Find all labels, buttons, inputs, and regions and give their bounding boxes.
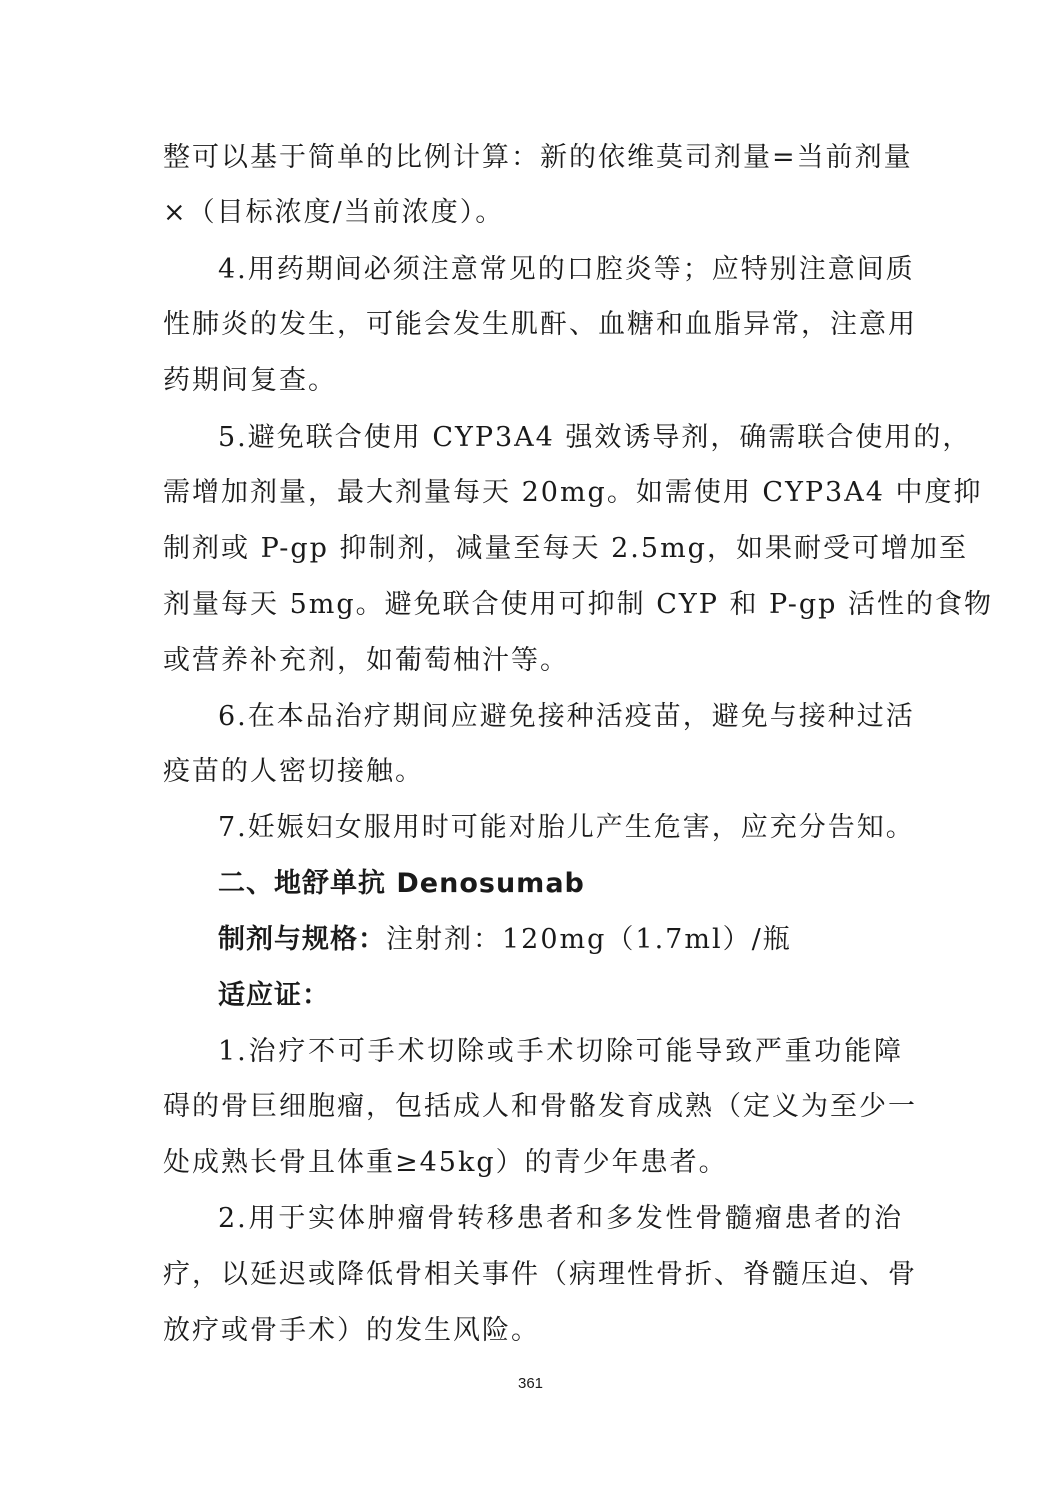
indication-2-line-1: 2.用于实体肿瘤骨转移患者和多发性骨髓瘤患者的治: [218, 1203, 903, 1234]
paragraph-4-line-3: 药期间复查。: [163, 365, 337, 396]
formulation-value: 注射剂：120mg（1.7ml）/瓶: [386, 924, 792, 955]
formulation-label: 制剂与规格：: [218, 924, 386, 955]
paragraph-5-line-4: 剂量每天 5mg。避免联合使用可抑制 CYP 和 P-gp 活性的食物: [163, 589, 994, 620]
paragraph-6-line-1: 6.在本品治疗期间应避免接种活疫苗，避免与接种过活: [218, 701, 915, 732]
indication-1-line-1: 1.治疗不可手术切除或手术切除可能导致严重功能障: [218, 1036, 903, 1067]
section-heading: 二、地舒单抗 Denosumab: [218, 868, 585, 899]
paragraph-5-line-1: 5.避免联合使用 CYP3A4 强效诱导剂，确需联合使用的，: [218, 422, 972, 453]
paragraph-5-line-5: 或营养补充剂，如葡萄柚汁等。: [163, 645, 569, 676]
page-number: 361: [517, 1375, 544, 1392]
paragraph-5-line-3: 制剂或 P-gp 抑制剂，减量至每天 2.5mg，如果耐受可增加至: [163, 533, 968, 564]
indications-label: 适应证：: [218, 980, 330, 1011]
paragraph-6-line-2: 疫苗的人密切接触。: [163, 756, 424, 787]
indication-2-line-2: 疗，以延迟或降低骨相关事件（病理性骨折、脊髓压迫、骨: [163, 1259, 917, 1290]
paragraph-4-line-1: 4.用药期间必须注意常见的口腔炎等；应特别注意间质: [218, 254, 915, 285]
indication-1-line-2: 碍的骨巨细胞瘤，包括成人和骨骼发育成熟（定义为至少一: [163, 1091, 917, 1122]
formulation-line: [218, 920, 903, 960]
paragraph-3-line-2: ×（目标浓度/当前浓度）。: [163, 197, 505, 228]
paragraph-3-line-1: 整可以基于简单的比例计算：新的依维莫司剂量=当前剂量: [163, 142, 913, 173]
indication-2-line-3: 放疗或骨手术）的发生风险。: [163, 1315, 540, 1346]
indication-1-line-3: 处成熟长骨且体重≥45kg）的青少年患者。: [163, 1147, 728, 1178]
paragraph-7-line-1: 7.妊娠妇女服用时可能对胎儿产生危害，应充分告知。: [218, 812, 915, 843]
paragraph-4-line-2: 性肺炎的发生，可能会发生肌酐、血糖和血脂异常，注意用: [163, 309, 917, 340]
paragraph-5-line-2: 需增加剂量，最大剂量每天 20mg。如需使用 CYP3A4 中度抑: [163, 477, 983, 508]
